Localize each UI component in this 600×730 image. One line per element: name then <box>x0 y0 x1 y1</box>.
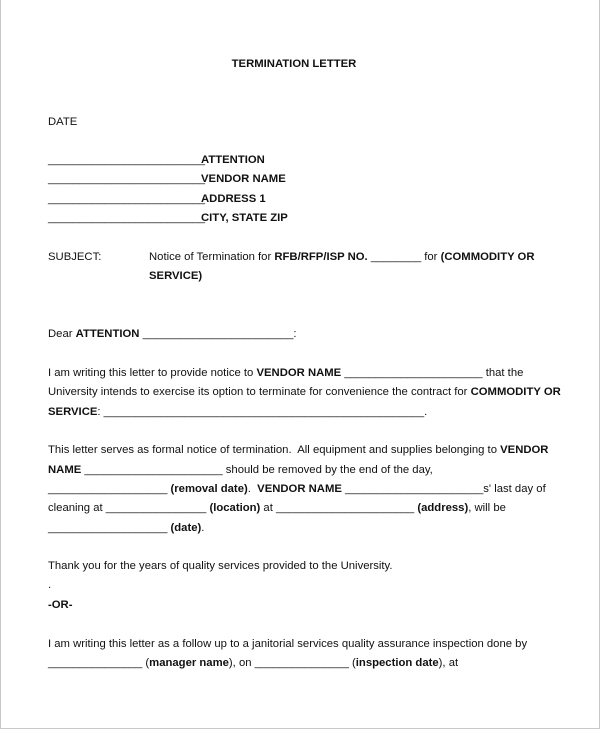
letter-line <box>149 269 202 283</box>
text: University intends to exercise its option to terminate for convenience the contract for <box>48 386 471 398</box>
letter-line <box>48 443 548 457</box>
text: ______________________ should be removed by the end of the day, <box>81 464 433 476</box>
text: _______________ ( <box>48 657 150 669</box>
bold-text: VENDOR NAME <box>257 483 342 495</box>
text: cleaning at ________________ <box>48 502 210 514</box>
letter-line <box>48 463 433 477</box>
bold-text: VENDOR <box>500 444 549 456</box>
bold-text: inspection date <box>355 657 439 669</box>
address-blank: _________________________ <box>48 193 206 205</box>
text: ), on _______________ ( <box>228 657 356 669</box>
text: ________ for <box>367 251 441 263</box>
text: ______________________s' last day of <box>341 483 546 495</box>
text: ), at <box>438 657 459 669</box>
date-label: DATE <box>48 116 78 128</box>
letter-line <box>48 559 393 573</box>
vendor-name-label: VENDOR NAME <box>201 173 286 185</box>
text: at ______________________ <box>260 502 418 514</box>
text: This letter serves as formal notice of termination. All equipment and supplies belonging to <box>48 444 501 456</box>
city-state-zip-label: CITY, STATE ZIP <box>201 212 288 224</box>
address-label: ADDRESS 1 <box>201 193 266 205</box>
text: . <box>201 522 205 534</box>
text: : ___________________________________________________. <box>97 406 428 418</box>
bold-text: -OR- <box>48 599 73 611</box>
letter-line <box>48 482 546 496</box>
vendor-name-blank: _________________________ <box>48 173 206 185</box>
document-title: TERMINATION LETTER <box>231 58 357 70</box>
bold-text: SERVICE) <box>149 270 203 282</box>
text: I am writing this letter to provide notice to <box>48 367 257 379</box>
bold-text: ATTENTION <box>75 328 140 340</box>
bold-text: NAME <box>48 464 82 476</box>
text: Notice of Termination for <box>149 251 275 263</box>
bold-text: (address) <box>417 502 469 514</box>
text: ________________________: <box>139 328 297 340</box>
bold-text: manager name <box>149 657 229 669</box>
letter-line <box>48 385 561 399</box>
text: Dear <box>48 328 76 340</box>
bold-text: RFB/RFP/ISP NO. <box>274 251 368 263</box>
letter-line <box>48 598 72 612</box>
letter-line <box>48 366 523 380</box>
bold-text: (COMMODITY OR <box>440 251 535 263</box>
text: ___________________ <box>48 522 171 534</box>
text: ______________________ that the <box>341 367 524 379</box>
letter-line <box>149 250 535 264</box>
letter-line <box>48 578 51 592</box>
text: . <box>48 579 52 591</box>
bold-text: SERVICE <box>48 406 98 418</box>
text: ___________________ <box>48 483 171 495</box>
bold-text: (removal date) <box>170 483 248 495</box>
letter-line <box>48 521 204 535</box>
letter-line <box>48 327 297 341</box>
text: Thank you for the years of quality services provided to the University. <box>48 560 393 572</box>
letter-line <box>48 405 427 419</box>
letter-line <box>48 501 506 515</box>
letter-line <box>48 656 458 670</box>
text: , will be <box>468 502 506 514</box>
letter-line <box>48 637 527 651</box>
attention-label: ATTENTION <box>201 154 265 166</box>
attention-blank: _________________________ <box>48 154 206 166</box>
subject-label: SUBJECT: <box>48 251 102 263</box>
bold-text: VENDOR NAME <box>256 367 342 379</box>
city-state-zip-blank: _________________________ <box>48 212 206 224</box>
text: . <box>247 483 258 495</box>
bold-text: COMMODITY OR <box>470 386 561 398</box>
bold-text: (date) <box>170 522 202 534</box>
bold-text: (location) <box>209 502 261 514</box>
text: I am writing this letter as a follow up to a janitorial services quality assurance inspection done by <box>48 638 528 650</box>
